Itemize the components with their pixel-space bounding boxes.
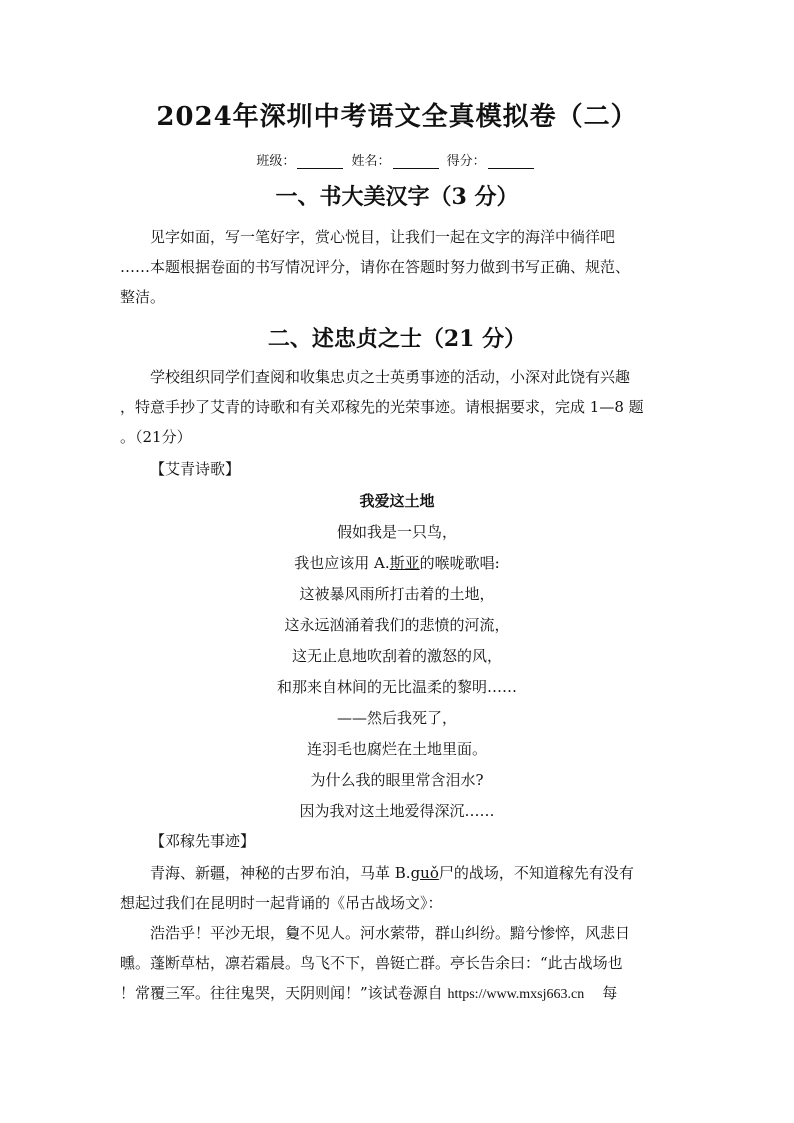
class-label: 班级： — [256, 154, 296, 169]
deng-line: 想起过我们在昆明时一起背诵的《吊古战场文》： — [120, 894, 443, 912]
deng-paragraph — [120, 858, 676, 1010]
intro-line: 。（21分） — [120, 428, 192, 446]
poem-line: 这永远汹涌着我们的悲愤的河流， — [284, 616, 510, 634]
intro-line: ，特意手抄了艾青的诗歌和有关邓稼先的光荣事迹。请根据要求，完成 1—8 题 — [120, 398, 644, 416]
name-blank[interactable] — [393, 156, 439, 169]
deng-line: 浩浩乎！平沙无垠，敻不见人。河水萦带，群山纠纷。黯兮惨悴，风悲日 — [150, 924, 631, 942]
poem-line: ——然后我死了， — [336, 709, 457, 727]
page-title: 2024年深圳中考语文全真模拟卷（二） — [156, 102, 638, 132]
poem-line: 和那来自林间的无比温柔的黎明…… — [276, 678, 517, 696]
deng-line-part: 每 — [602, 984, 618, 1002]
deng-line: 曛。蓬断草枯，凛若霜晨。鸟飞不下，兽铤亡群。亭长告余曰：“此古战场也 — [120, 954, 623, 972]
deng-line-part: 青海、新疆，神秘的古罗布泊，马革 B. — [150, 864, 411, 882]
poem-title: 我爱这土地 — [359, 492, 435, 510]
deng-line — [120, 858, 676, 888]
deng-line — [120, 978, 676, 1010]
deng-line-part: 尸的战场，不知道稼先有没有 — [438, 864, 634, 882]
poem-line-part: 我也应该用 A. — [294, 554, 390, 572]
intro-line: 学校组织同学们查阅和收集忠贞之士英勇事迹的活动，小深对此饶有兴趣 — [150, 368, 631, 386]
poem-line — [0, 548, 794, 579]
poem-line: 为什么我的眼里常含泪水? — [310, 771, 484, 789]
section1-heading: 一、书大美汉字（3 分） — [275, 184, 519, 210]
poem-section-head: 【艾青诗歌】 — [150, 460, 241, 478]
poem-block — [0, 486, 794, 827]
poem-line: 这无止息地吹刮着的激怒的风， — [291, 647, 502, 665]
deng-line-part: ！常覆三军。往往鬼哭，天阴则闻！”该试卷源自 — [120, 984, 448, 1002]
source-url-text: https://www.mxsj663.cn — [447, 987, 585, 1002]
section1-line: 整洁。 — [120, 288, 166, 306]
section1-paragraph — [120, 222, 676, 312]
section2-heading: 二、述忠贞之士（21 分） — [267, 326, 527, 352]
score-label: 得分： — [446, 154, 486, 169]
section2-intro — [120, 362, 676, 452]
poem-line-part: 的喉咙歌唱: — [419, 554, 500, 572]
poem-line: 这被暴风雨所打击着的土地， — [299, 585, 495, 603]
score-blank[interactable] — [488, 156, 534, 169]
blank-b-pinyin: guǒ — [410, 864, 439, 882]
section1-line: ……本题根据卷面的书写情况评分，请你在答题时努力做到书写正确、规范、 — [120, 258, 631, 276]
deng-section-head: 【邓稼先事迹】 — [150, 832, 256, 850]
name-label: 姓名： — [351, 154, 391, 169]
student-info-row — [0, 150, 794, 169]
class-blank[interactable] — [297, 156, 343, 169]
blank-a-word: 斯亚 — [389, 554, 420, 572]
poem-line: 连羽毛也腐烂在土地里面。 — [306, 740, 487, 758]
section1-line: 见字如面，写一笔好字，赏心悦目，让我们一起在文字的海洋中徜徉吧 — [150, 228, 616, 246]
poem-line: 假如我是一只鸟， — [336, 523, 457, 541]
poem-line: 因为我对这土地爱得深沉…… — [299, 802, 495, 820]
